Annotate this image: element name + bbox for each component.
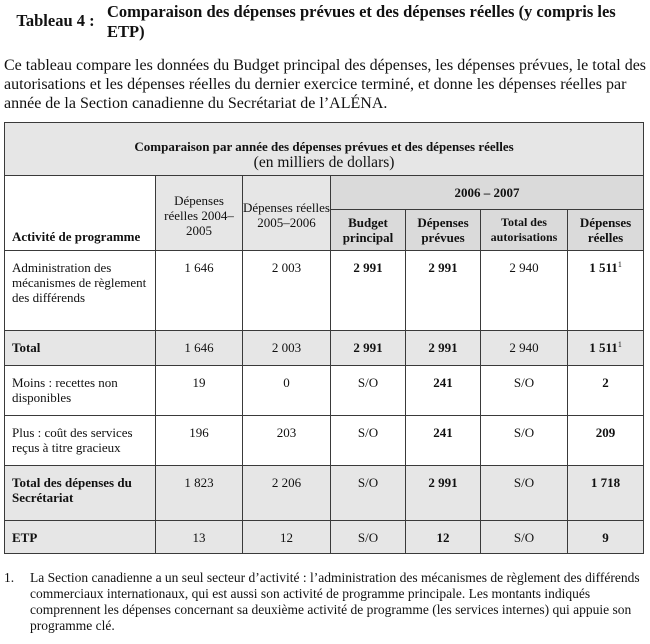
cell-actual-2004-2005: 19 <box>156 366 243 416</box>
cell-budget-principal: S/O <box>331 416 406 466</box>
cell-actual: 2 <box>568 366 644 416</box>
table-title: Comparaison par année des dépenses prévues et des dépenses réelles <box>134 138 514 154</box>
footnote-ref: 1 <box>617 340 622 349</box>
cell-actual-2004-2005: 196 <box>156 416 243 466</box>
cell-budget-principal: S/O <box>331 521 406 554</box>
cell-total-authorities: S/O <box>481 521 568 554</box>
header-year-group: 2006 – 2007 <box>331 176 644 210</box>
table-subtitle: (en milliers de dollars) <box>253 153 395 171</box>
cell-total-authorities: S/O <box>481 366 568 416</box>
footnote-ref: 1 <box>617 260 622 269</box>
cell-actual-2004-2005: 1 646 <box>156 331 243 366</box>
cell-planned: 2 991 <box>406 331 481 366</box>
cell-planned: 2 991 <box>406 466 481 521</box>
cell-actual-2005-2006: 12 <box>243 521 331 554</box>
cell-budget-principal: S/O <box>331 466 406 521</box>
header-planned: Dépenses prévues <box>406 210 481 251</box>
table-caption <box>4 2 644 42</box>
row-label: ETP <box>5 521 156 554</box>
table-row-total-expenses <box>5 466 644 521</box>
cell-budget-principal: S/O <box>331 366 406 416</box>
cell-total-authorities: 2 940 <box>481 331 568 366</box>
row-label: Total des dépenses du Secrétariat <box>5 466 156 521</box>
table-row <box>5 251 644 331</box>
cell-actual-2005-2006: 0 <box>243 366 331 416</box>
cell-actual <box>568 251 644 331</box>
row-label: Moins : recettes non disponibles <box>5 366 156 416</box>
cell-actual-2005-2006: 2 206 <box>243 466 331 521</box>
table-row-total <box>5 331 644 366</box>
header-row-1 <box>5 176 644 210</box>
header-actual-2005-2006: Dépenses réelles 2005–2006 <box>243 176 331 251</box>
table-row-etp <box>5 521 644 554</box>
table-row <box>5 366 644 416</box>
cell-actual-value: 1 511 <box>589 260 618 275</box>
cell-planned: 12 <box>406 521 481 554</box>
row-label: Plus : coût des services reçus à titre gracieux <box>5 416 156 466</box>
table-row <box>5 416 644 466</box>
cell-actual-value: 1 511 <box>589 340 618 355</box>
cell-actual-2004-2005: 1 646 <box>156 251 243 331</box>
caption-number: Tableau 4 : <box>16 11 95 30</box>
cell-actual: 9 <box>568 521 644 554</box>
cell-actual-2005-2006: 2 003 <box>243 331 331 366</box>
cell-actual <box>568 331 644 366</box>
cell-actual: 209 <box>568 416 644 466</box>
cell-actual-2005-2006: 2 003 <box>243 251 331 331</box>
cell-budget-principal: 2 991 <box>331 331 406 366</box>
cell-planned: 2 991 <box>406 251 481 331</box>
footnote <box>4 570 644 634</box>
footnote-number: 1. <box>4 570 15 585</box>
header-total-authorities: Total des autorisations <box>481 210 568 251</box>
row-label: Administration des mécanismes de règlement des différends <box>5 251 156 331</box>
cell-actual: 1 718 <box>568 466 644 521</box>
comparison-table <box>4 122 644 554</box>
cell-planned: 241 <box>406 416 481 466</box>
footnote-text: La Section canadienne a un seul secteur d’activité : l’administration des mécanismes de règlement des différends commerciaux internationaux, qui est aussi son activité de programme principale. Les montants indiqués comprennent les dépenses concernant sa deuxième activité de programme (les services internes) qui appuie son programme clé. <box>30 570 640 633</box>
caption-title: Comparaison des dépenses prévues et des dépenses réelles (y compris les ETP) <box>107 2 616 41</box>
cell-planned: 241 <box>406 366 481 416</box>
cell-actual-2004-2005: 1 823 <box>156 466 243 521</box>
header-activity: Activité de programme <box>5 176 156 251</box>
header-actual: Dépenses réelles <box>568 210 644 251</box>
cell-actual-2005-2006: 203 <box>243 416 331 466</box>
cell-total-authorities: 2 940 <box>481 251 568 331</box>
table-title-row <box>5 123 644 176</box>
row-label: Total <box>5 331 156 366</box>
table-title-cell <box>5 123 644 176</box>
header-budget-principal: Budget principal <box>331 210 406 251</box>
cell-budget-principal: 2 991 <box>331 251 406 331</box>
cell-actual-2004-2005: 13 <box>156 521 243 554</box>
cell-total-authorities: S/O <box>481 466 568 521</box>
cell-total-authorities: S/O <box>481 416 568 466</box>
intro-paragraph: Ce tableau compare les données du Budget principal des dépenses, les dépenses prévues, le total des autorisations et les dépenses réelles du dernier exercice terminé, et donne les dépenses réelles par année de la Section canadienne du Secrétariat de l’ALÉNA. <box>4 57 647 112</box>
header-actual-2004-2005: Dépenses réelles 2004–2005 <box>156 176 243 251</box>
